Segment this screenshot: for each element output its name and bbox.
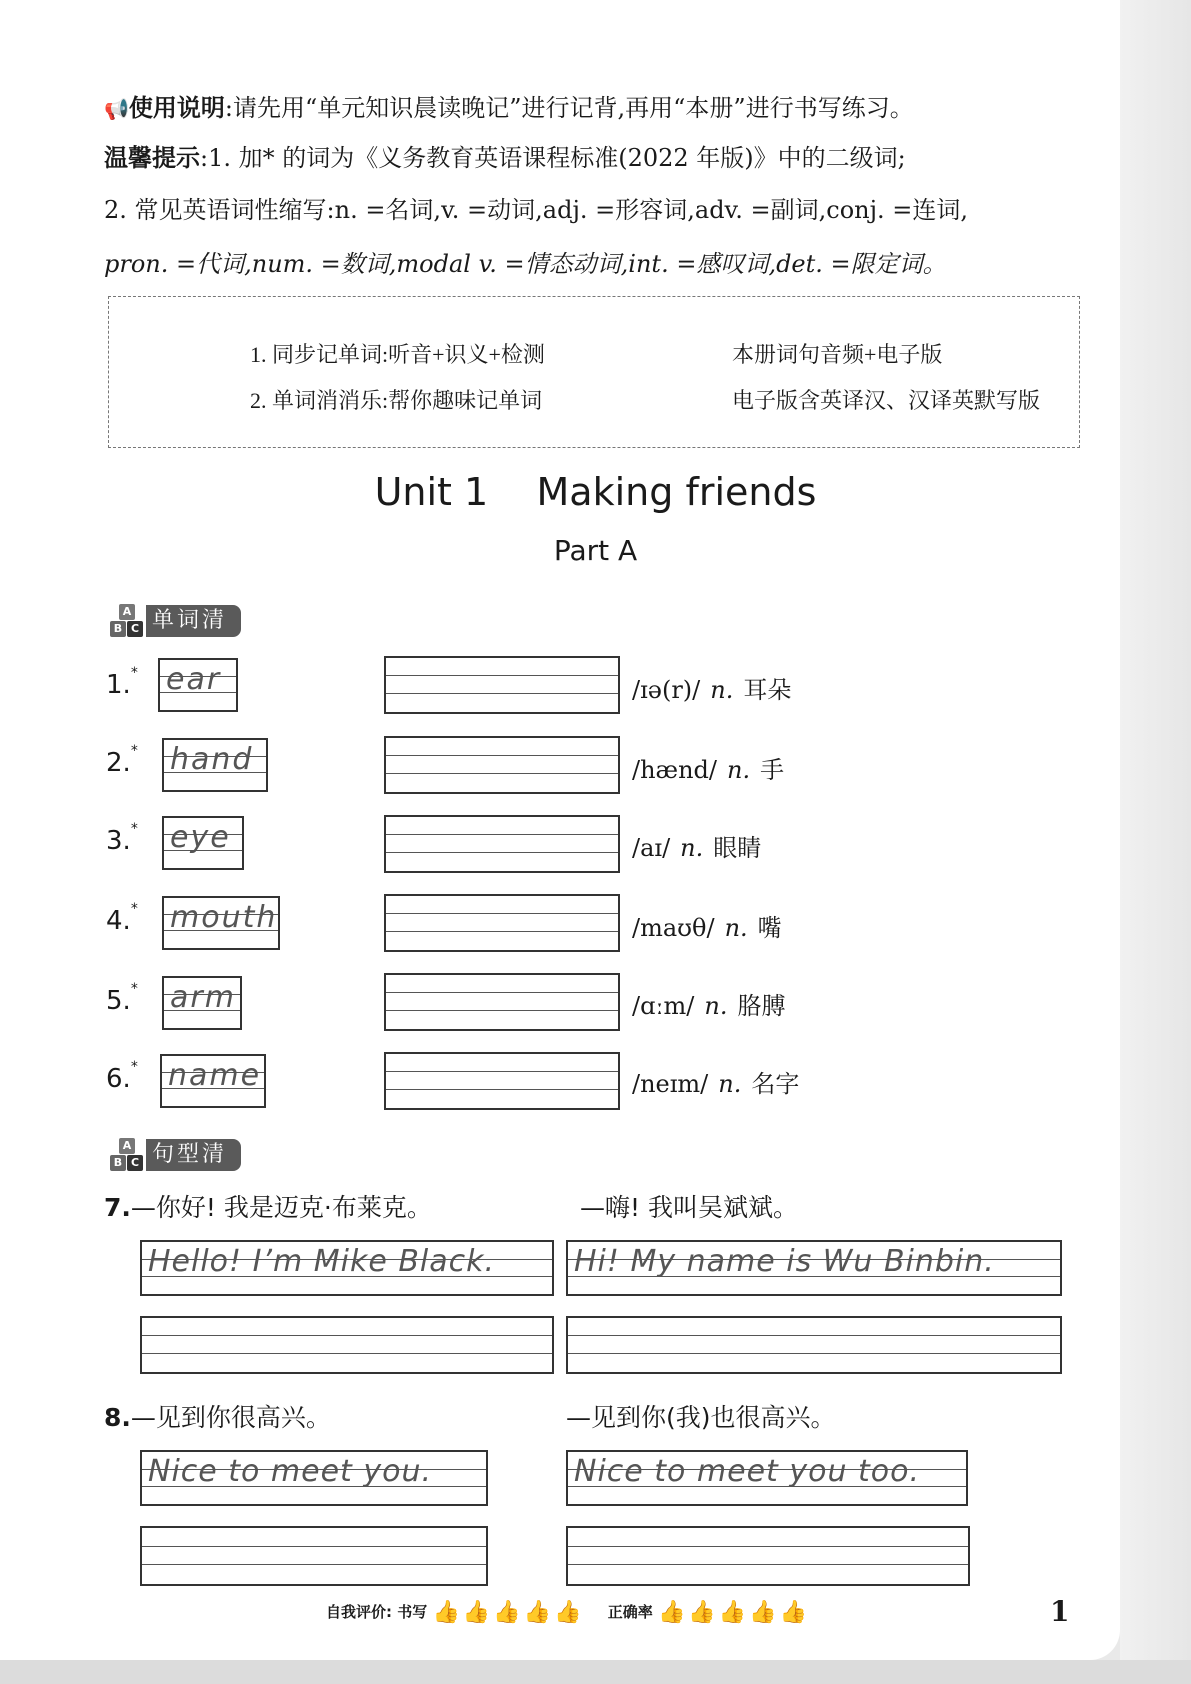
word-writing-box[interactable]: [384, 973, 620, 1031]
tip-text-1: :1. 加* 的词为《义务教育英语课程标准(2022 年版)》中的二级词;: [200, 144, 906, 172]
megaphone-icon: 📢: [104, 97, 129, 121]
sentences-section-label: 句型清: [146, 1139, 241, 1171]
word-writing-box[interactable]: [384, 736, 620, 794]
resources-box: [108, 296, 1080, 448]
writing-label: 书写: [397, 1603, 428, 1621]
sentence-model-box: Hi! My name is Wu Binbin.: [566, 1240, 1062, 1296]
tip-line-2: 2. 常见英语词性缩写:n. =名词,v. =动词,adj. =形容词,adv. =副词,conj. =连词,: [104, 196, 969, 224]
sentence-cn-a: —见到你很高兴。: [130, 1403, 331, 1432]
page-edge: [1120, 0, 1191, 1684]
resource-2-right: 电子版含英译汉、汉译英默写版: [732, 388, 1041, 413]
thumbs-up-icon[interactable]: 👍: [749, 1600, 777, 1625]
thumbs-up-icon[interactable]: 👍: [554, 1600, 582, 1625]
sentence-cn-a: —你好! 我是迈克·布莱克。: [130, 1193, 432, 1222]
scan-bottom-band: [0, 1660, 1191, 1684]
sentence-writing-box[interactable]: [566, 1526, 970, 1586]
usage-instruction: [104, 88, 914, 123]
abc-blocks-icon: A B C: [110, 604, 148, 638]
unit-title: Unit 1 Making friends: [374, 470, 817, 514]
tip-label: 温馨提示: [104, 144, 200, 172]
word-writing-box[interactable]: [384, 894, 620, 952]
self-eval-label: 自我评价:: [326, 1603, 392, 1621]
sentence-cn-b: —嗨! 我叫吴斌斌。: [580, 1193, 798, 1222]
self-evaluation: [326, 1600, 810, 1625]
usage-label: 使用说明: [128, 94, 225, 122]
sentence-writing-box[interactable]: [566, 1316, 1062, 1374]
sentence-writing-box[interactable]: [140, 1316, 554, 1374]
thumbs-up-icon[interactable]: 👍: [493, 1600, 521, 1625]
thumbs-up-icon[interactable]: 👍: [658, 1600, 686, 1625]
word-model-box: name: [160, 1054, 266, 1108]
thumbs-up-icon[interactable]: 👍: [779, 1600, 808, 1625]
word-model-box: mouth: [162, 896, 280, 950]
resource-1-left: 1. 同步记单词:听音+识义+检测: [250, 342, 545, 367]
word-writing-box[interactable]: [384, 1052, 620, 1110]
words-section-badge: [110, 604, 241, 638]
words-section-label: 单词清: [146, 605, 241, 637]
thumbs-up-icon[interactable]: 👍: [462, 1600, 491, 1625]
thumbs-up-icon[interactable]: 👍: [718, 1600, 747, 1625]
word-model-box: arm: [162, 976, 242, 1030]
accuracy-label: 正确率: [607, 1603, 653, 1621]
part-title: Part A: [553, 534, 638, 567]
sentence-cn-b: —见到你(我)也很高兴。: [566, 1403, 836, 1432]
thumbs-up-icon[interactable]: 👍: [688, 1600, 716, 1625]
sentences-section-badge: [110, 1138, 241, 1172]
page-number: 1: [1050, 1595, 1070, 1628]
resource-1-right: 本册词句音频+电子版: [732, 342, 943, 367]
sentence-model-box: Nice to meet you too.: [566, 1450, 968, 1506]
word-writing-box[interactable]: [384, 815, 620, 873]
word-model-box: eye: [162, 816, 244, 870]
usage-text: :请先用“单元知识晨读晚记”进行记背,再用“本册”进行书写练习。: [224, 94, 914, 122]
resource-2-left: 2. 单词消消乐:帮你趣味记单词: [250, 388, 543, 413]
word-model-box: hand: [162, 738, 268, 792]
word-writing-box[interactable]: [384, 656, 620, 714]
tip-line-1: [104, 138, 906, 173]
sentence-model-box: Hello! I’m Mike Black.: [140, 1240, 554, 1296]
sentence-model-box: Nice to meet you.: [140, 1450, 488, 1506]
thumbs-up-icon[interactable]: 👍: [523, 1600, 552, 1625]
word-model-box: ear: [158, 658, 238, 712]
thumbs-up-icon[interactable]: 👍: [432, 1600, 460, 1625]
sentence-writing-box[interactable]: [140, 1526, 488, 1586]
tip-line-3: pron. =代词,num. =数词,modal v. =情态动词,int. =感叹词,det. =限定词。: [104, 250, 947, 278]
abc-blocks-icon: A B C: [110, 1138, 148, 1172]
